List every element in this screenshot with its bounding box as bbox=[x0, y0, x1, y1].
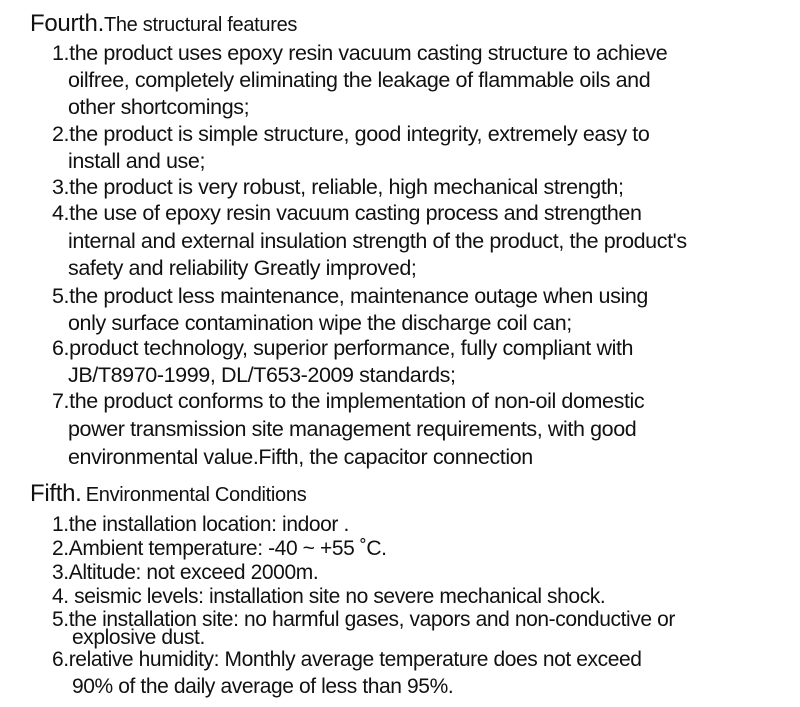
section-heading-fifth bbox=[30, 480, 306, 508]
item-line: 6.relative humidity: Monthly average temperature does not exceed bbox=[52, 648, 642, 671]
item-line: 3.Altitude: not exceed 2000m. bbox=[52, 561, 319, 584]
item-line: 1.the installation location: indoor . bbox=[52, 513, 349, 536]
section-number: Fourth. bbox=[30, 10, 104, 37]
item-line: 6.product technology, superior performance, fully compliant with bbox=[52, 336, 634, 360]
item-line: 2.the product is simple structure, good integrity, extremely easy to bbox=[52, 122, 650, 146]
item-line: power transmission site management requirements, with good bbox=[68, 417, 637, 441]
item-line: only surface contamination wipe the discharge coil can; bbox=[68, 311, 572, 335]
item-line: 1.the product uses epoxy resin vacuum casting structure to achieve bbox=[52, 41, 668, 65]
item-line: 5.the product less maintenance, maintenance outage when using bbox=[52, 284, 648, 308]
item-line: internal and external insulation strength of the product, the product's bbox=[68, 229, 687, 253]
item-line: install and use; bbox=[68, 149, 206, 173]
section-title: Environmental Conditions bbox=[85, 484, 307, 506]
item-line: 90% of the daily average of less than 95%. bbox=[72, 675, 454, 698]
item-line: safety and reliability Greatly improved; bbox=[68, 256, 417, 280]
item-line: 3.the product is very robust, reliable, high mechanical strength; bbox=[52, 175, 624, 199]
item-line: 5.the installation site: no harmful gases, vapors and non-conductive or bbox=[52, 608, 675, 631]
item-line: explosive dust. bbox=[72, 626, 205, 649]
section-number: Fifth. bbox=[30, 480, 82, 507]
item-line: environmental value.Fifth, the capacitor connection bbox=[68, 445, 533, 469]
item-line: 4. seismic levels: installation site no severe mechanical shock. bbox=[52, 585, 606, 608]
item-line: oilfree, completely eliminating the leakage of flammable oils and bbox=[68, 68, 651, 92]
item-line: 4.the use of epoxy resin vacuum casting process and strengthen bbox=[52, 201, 642, 225]
section-heading-fourth bbox=[30, 10, 297, 38]
section-title: The structural features bbox=[103, 14, 298, 36]
item-line: other shortcomings; bbox=[68, 95, 250, 119]
item-line: JB/T8970-1999, DL/T653-2009 standards; bbox=[68, 363, 456, 387]
item-line: 2.Ambient temperature: -40 ~ +55 ˚C. bbox=[52, 537, 387, 560]
item-line: 7.the product conforms to the implementation of non-oil domestic bbox=[52, 389, 645, 413]
